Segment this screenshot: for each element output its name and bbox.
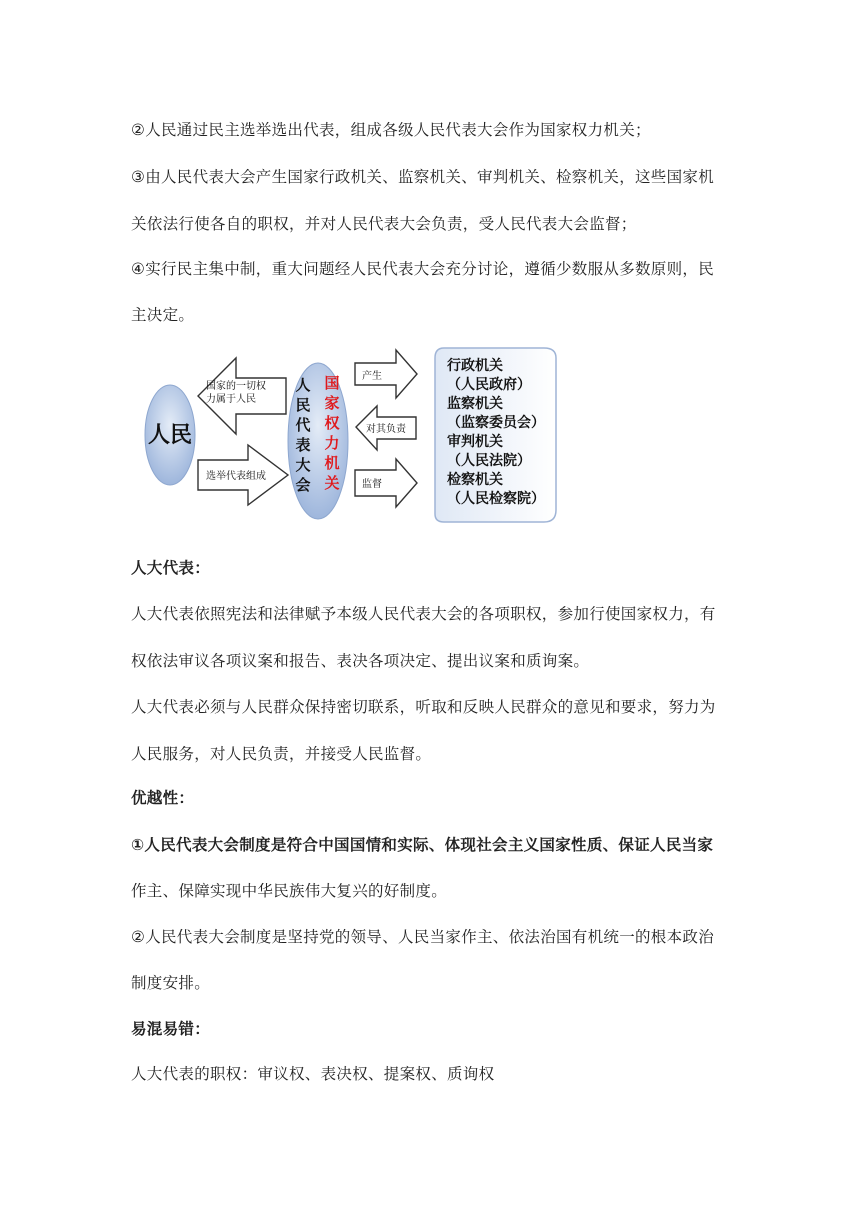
npc-char: 会 xyxy=(295,476,311,494)
npc-char: 大 xyxy=(295,456,311,474)
npc-char: 人 xyxy=(295,376,311,394)
section-heading: 优越性： xyxy=(131,789,195,807)
text-line: ②人民通过民主选举选出代表，组成各级人民代表大会作为国家权力机关； xyxy=(131,121,651,139)
arrow-responsible-label: 对其负责 xyxy=(366,424,406,435)
text-line: ③由人民代表大会产生国家行政机关、监察机关、审判机关、检察机关，这些国家机 xyxy=(131,168,714,186)
text-line: 权依法审议各项议案和报告、表决各项决定、提出议案和质询案。 xyxy=(131,652,590,670)
state-organ-char: 权 xyxy=(324,414,340,432)
text-line: 人大代表依照宪法和法律赋予本级人民代表大会的各项职权，参加行使国家权力，有 xyxy=(131,605,716,623)
organ-label: 审判机关 xyxy=(447,434,503,450)
npc-char: 民 xyxy=(295,396,311,414)
text-line: 人民服务，对人民负责，并接受人民监督。 xyxy=(131,745,432,763)
people-label: 人民 xyxy=(147,423,193,448)
text-line: 主决定。 xyxy=(131,306,195,324)
organ-label: （人民法院） xyxy=(447,453,531,469)
arrow-right-label: 选举代表组成 xyxy=(206,471,266,482)
npc-char: 表 xyxy=(295,436,311,454)
organ-label: 行政机关 xyxy=(447,358,503,374)
npc-structure-diagram xyxy=(128,338,560,524)
text-line: 关依法行使各自的职权，并对人民代表大会负责，受人民代表大会监督； xyxy=(131,215,637,233)
organ-label: （人民检察院） xyxy=(447,491,545,507)
organ-label: 监察机关 xyxy=(447,396,503,412)
arrow-supervise-label: 监督 xyxy=(362,479,382,490)
state-organ-char: 国 xyxy=(324,374,340,392)
arrow-left-label-1: 国家的一切权 xyxy=(206,381,266,392)
section-heading: 人大代表： xyxy=(131,559,211,577)
organ-label: （人民政府） xyxy=(447,377,531,393)
arrow-produce-label: 产生 xyxy=(362,371,382,382)
state-organ-char: 关 xyxy=(324,474,340,492)
state-organ-char: 家 xyxy=(324,394,340,412)
text-line: ①人民代表大会制度是符合中国国情和实际、体现社会主义国家性质、保证人民当家 xyxy=(131,836,714,854)
text-line: 制度安排。 xyxy=(131,974,211,992)
section-heading: 易混易错： xyxy=(131,1020,211,1038)
state-organ-char: 力 xyxy=(324,434,340,452)
text-line: ②人民代表大会制度是坚持党的领导、人民当家作主、依法治国有机统一的根本政治 xyxy=(131,928,714,946)
text-line: ④实行民主集中制，重大问题经人民代表大会充分讨论，遵循少数服从多数原则，民 xyxy=(131,260,714,278)
organ-label: 检察机关 xyxy=(447,472,503,488)
text-line: 人大代表的职权：审议权、表决权、提案权、质询权 xyxy=(131,1065,495,1083)
state-organ-char: 机 xyxy=(324,454,340,472)
npc-char: 代 xyxy=(295,416,311,434)
organ-label: （监察委员会） xyxy=(447,415,545,431)
text-line: 人大代表必须与人民群众保持密切联系，听取和反映人民群众的意见和要求，努力为 xyxy=(131,698,716,716)
arrow-left-label-2: 力属于人民 xyxy=(206,394,256,405)
text-line: 作主、保障实现中华民族伟大复兴的好制度。 xyxy=(131,882,448,900)
